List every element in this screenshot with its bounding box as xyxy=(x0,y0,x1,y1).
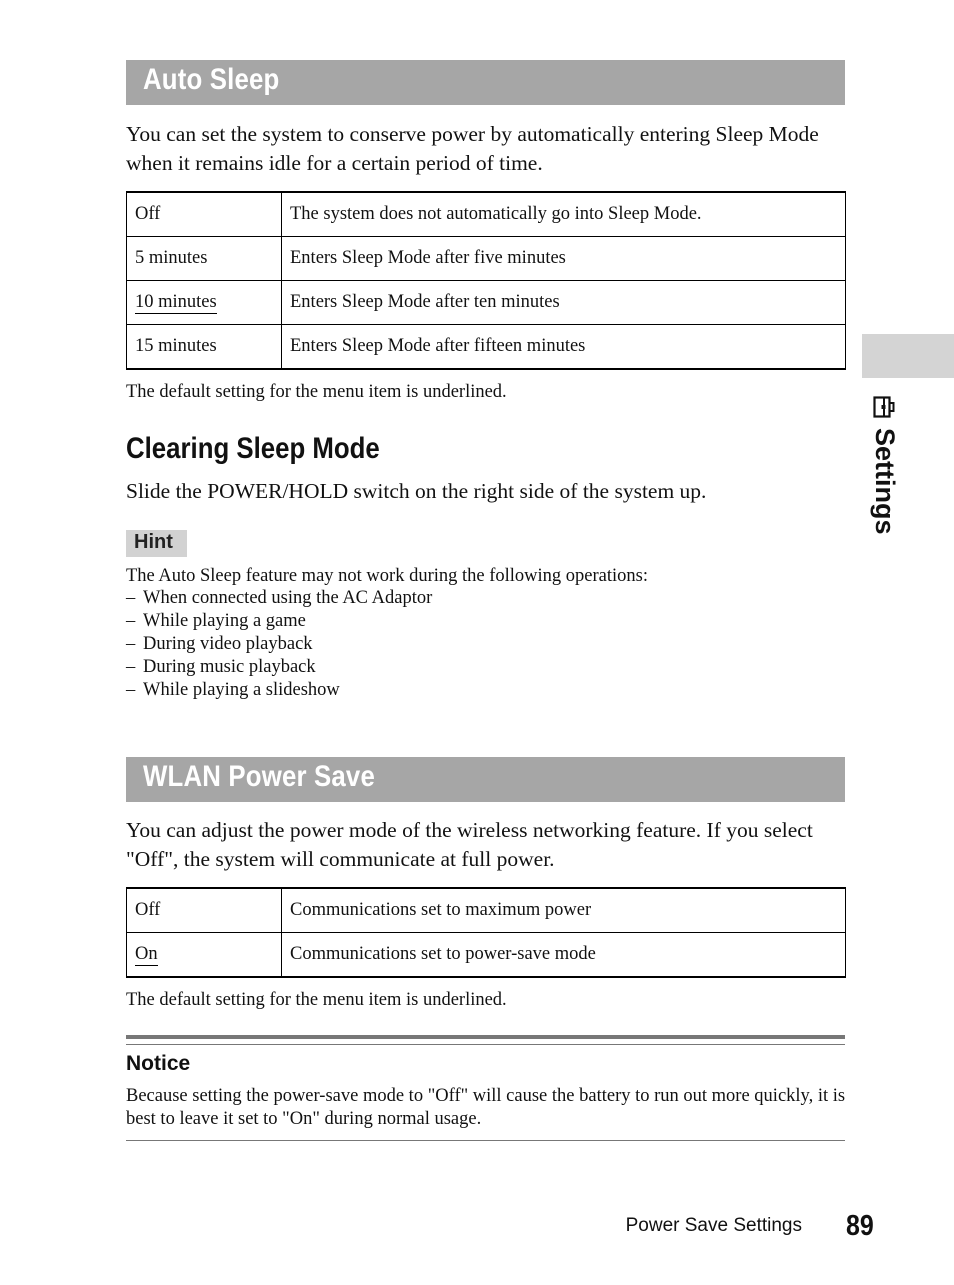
default-note: The default setting for the menu item is underlined. xyxy=(126,382,507,402)
description-cell: Communications set to maximum power xyxy=(282,888,846,933)
option-cell: Off xyxy=(127,888,282,933)
page-number: 89 xyxy=(846,1210,874,1242)
list-item: – When connected using the AC Adaptor xyxy=(126,588,433,608)
description-cell: The system does not automatically go into Sleep Mode. xyxy=(282,192,846,237)
list-item: – While playing a game xyxy=(126,611,306,631)
description-cell: Enters Sleep Mode after five minutes xyxy=(282,237,846,281)
description-cell: Communications set to power-save mode xyxy=(282,933,846,978)
notice-rule-thin xyxy=(126,1044,845,1045)
table-row xyxy=(127,888,846,933)
toolbox-icon xyxy=(874,396,896,418)
section-header-auto-sleep xyxy=(126,60,845,105)
default-note: The default setting for the menu item is underlined. xyxy=(126,990,507,1010)
hint-label: Hint xyxy=(126,530,187,557)
hint-intro: The Auto Sleep feature may not work during the following operations: xyxy=(126,566,648,586)
list-item: – While playing a slideshow xyxy=(126,680,340,700)
list-item: – During music playback xyxy=(126,657,316,677)
notice-title: Notice xyxy=(126,1052,191,1075)
section-title: WLAN Power Save xyxy=(143,760,375,793)
notice-rule-thick xyxy=(126,1035,845,1039)
table-row xyxy=(127,237,846,281)
notice-text: Because setting the power-save mode to "Off" will cause the battery to run out more quickly, it is best to leave it set to "On" during normal usage. xyxy=(126,1086,846,1129)
sidebar-label: Settings xyxy=(870,428,900,535)
section-header-wlan xyxy=(126,757,845,802)
wlan-table xyxy=(126,887,846,978)
auto-sleep-intro: You can set the system to conserve power by automatically entering Sleep Mode when it remains idle for a certain period of time. xyxy=(126,122,819,175)
clearing-text: Slide the POWER/HOLD switch on the right side of the system up. xyxy=(126,479,707,503)
auto-sleep-table xyxy=(126,191,846,370)
hint-list xyxy=(126,587,432,702)
description-cell: Enters Sleep Mode after fifteen minutes xyxy=(282,325,846,370)
option-cell: 5 minutes xyxy=(127,237,282,281)
section-title: Auto Sleep xyxy=(143,63,280,96)
option-cell: 15 minutes xyxy=(127,325,282,370)
sidebar-chapter xyxy=(866,396,900,546)
table-row xyxy=(127,281,846,325)
option-cell-default: On xyxy=(127,933,282,978)
table-row xyxy=(127,192,846,237)
footer-section: Power Save Settings xyxy=(625,1215,802,1236)
option-cell: Off xyxy=(127,192,282,237)
description-cell: Enters Sleep Mode after ten minutes xyxy=(282,281,846,325)
option-cell-default: 10 minutes xyxy=(127,281,282,325)
notice-rule-bottom xyxy=(126,1140,845,1141)
wlan-intro: You can adjust the power mode of the wireless networking feature. If you select "Off", the system will communicate at full power. xyxy=(126,818,813,871)
table-row xyxy=(127,325,846,370)
clearing-heading: Clearing Sleep Mode xyxy=(126,432,380,465)
table-row xyxy=(127,933,846,978)
chapter-tab xyxy=(862,334,954,378)
list-item: – During video playback xyxy=(126,634,313,654)
